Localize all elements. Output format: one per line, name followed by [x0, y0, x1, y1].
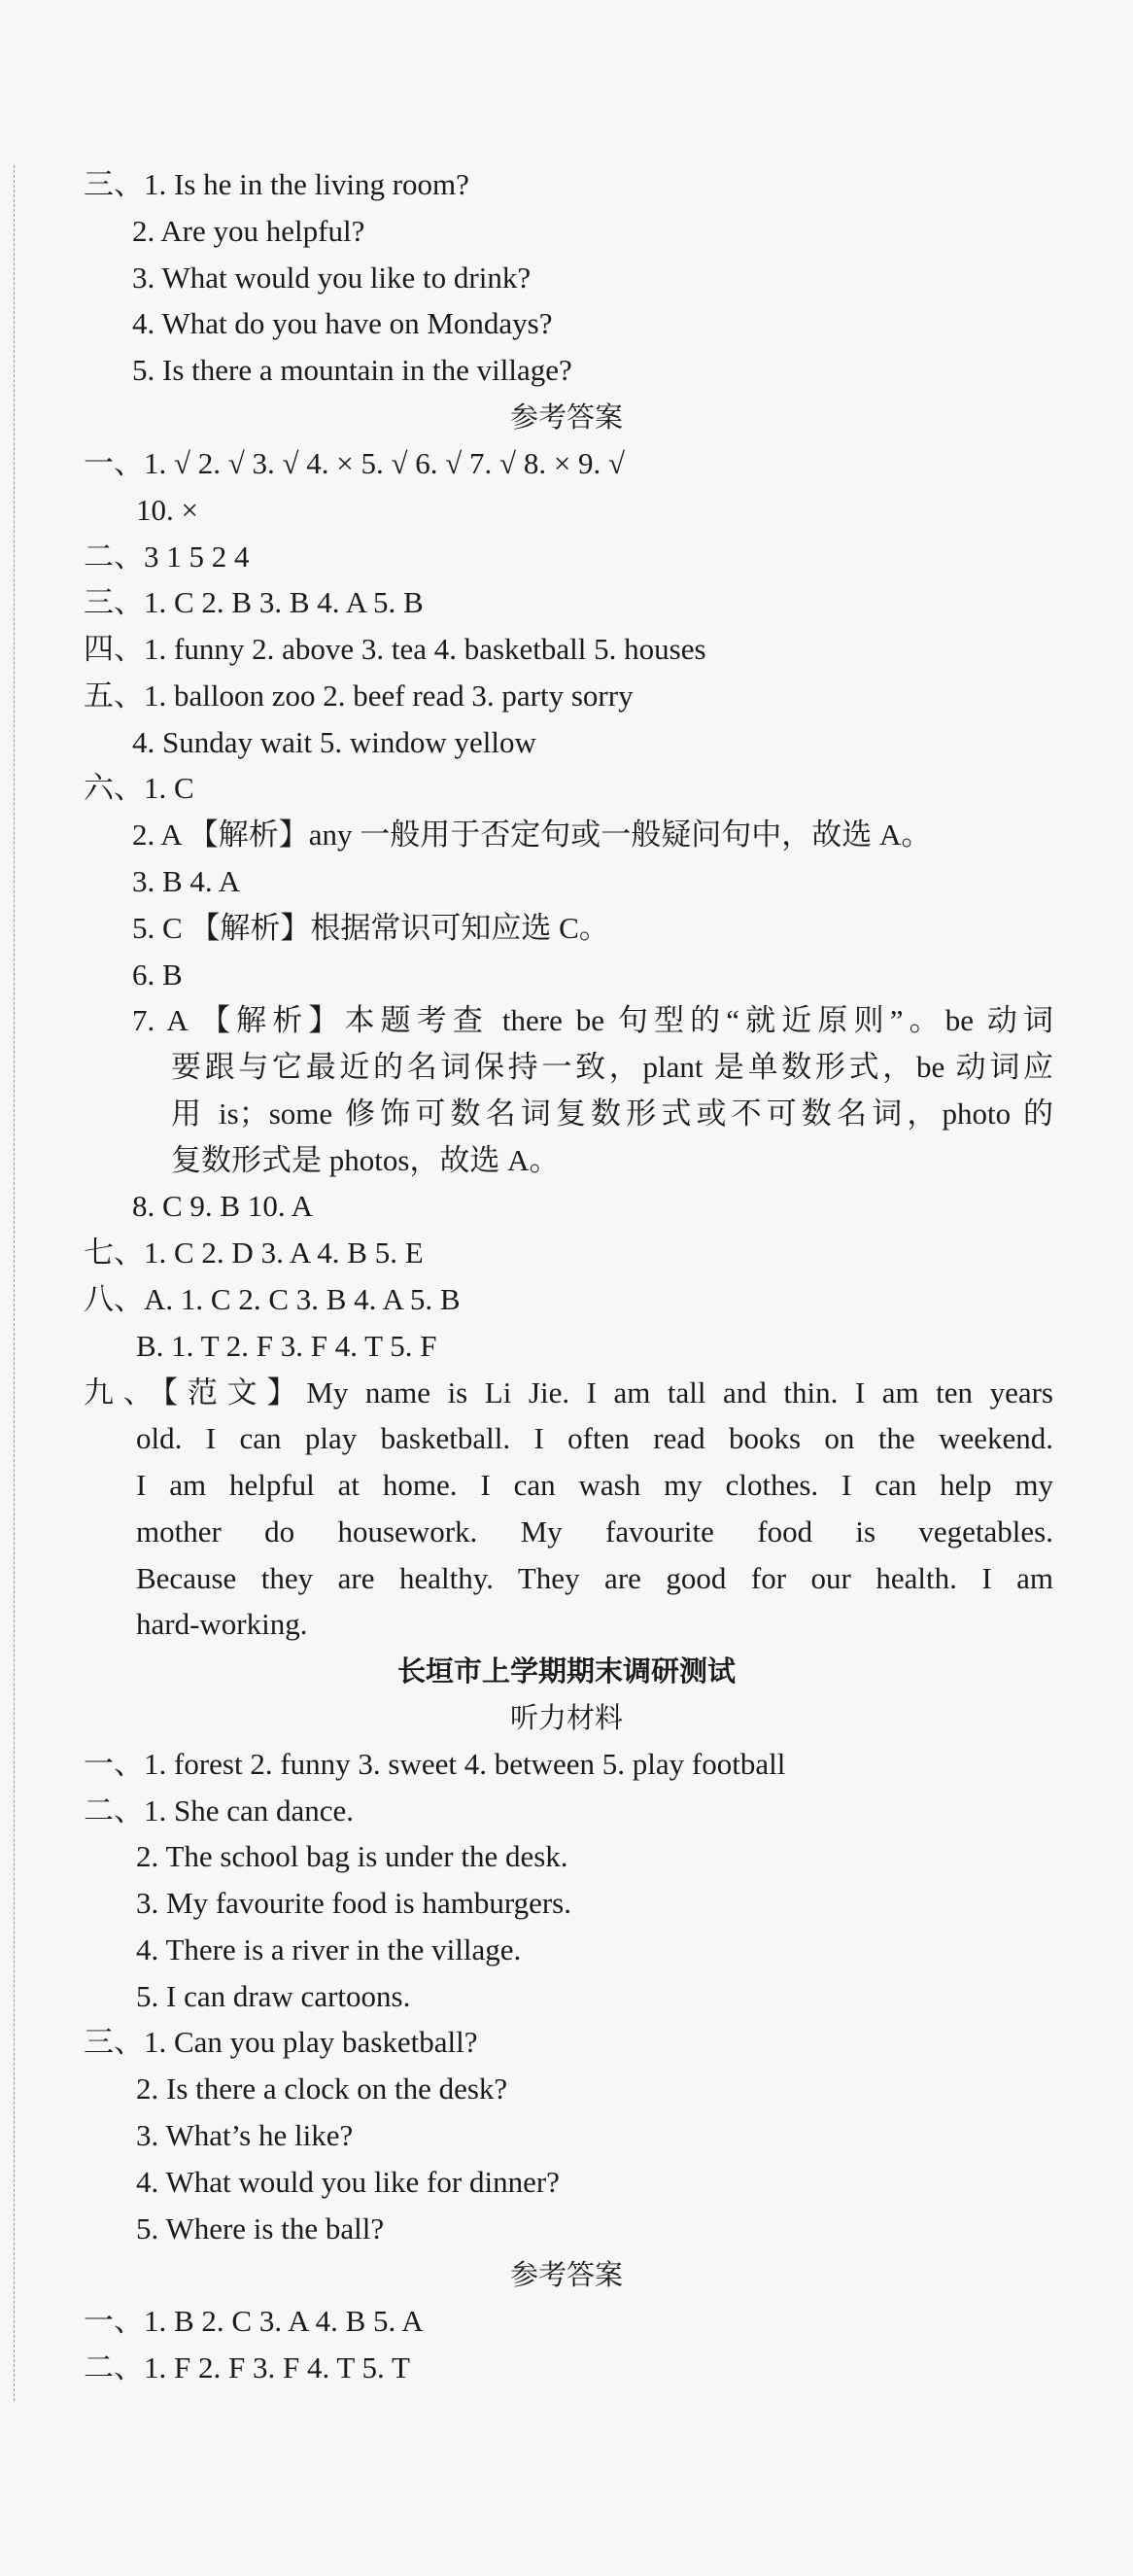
essay-line: old. I can play basketball. I often read books on the weekend.: [136, 1421, 1053, 1455]
text-line: 2. A 【解析】any 一般用于否定句或一般疑问句中，故选 A。: [132, 818, 932, 852]
text-line: 5. C 【解析】根据常识可知应选 C。: [132, 911, 609, 945]
essay-line: I am helpful at home. I can wash my clothes. I can help my: [136, 1468, 1053, 1502]
text-line: 5. I can draw cartoons.: [136, 1979, 411, 2013]
text-line: 八、A. 1. C 2. C 3. B 4. A 5. B: [84, 1282, 461, 1316]
margin-rule: [14, 165, 15, 2401]
text-line: 4. What would you like for dinner?: [136, 2165, 560, 2199]
text-line: 4. Sunday wait 5. window yellow: [132, 725, 536, 759]
text-line: 8. C 9. B 10. A: [132, 1189, 314, 1223]
text-line: 4. There is a river in the village.: [136, 1932, 522, 1967]
text-line: 三、1. Can you play basketball?: [84, 2025, 478, 2059]
text-line: 用 is；some 修饰可数名词复数形式或不可数名词，photo 的: [171, 1097, 1053, 1131]
text-line: 10. ×: [136, 493, 198, 527]
text-line: 2. Are you helpful?: [132, 214, 365, 248]
text-line: 五、1. balloon zoo 2. beef read 3. party sorry: [84, 679, 634, 713]
text-line: 2. Is there a clock on the desk?: [136, 2071, 508, 2106]
text-line: 二、3 1 5 2 4: [84, 540, 250, 574]
text-line: 4. What do you have on Mondays?: [132, 306, 553, 340]
text-line: 二、1. She can dance.: [84, 1793, 355, 1828]
text-line: 六、1. C: [84, 771, 194, 805]
text-line: 一、1. B 2. C 3. A 4. B 5. A: [84, 2304, 424, 2338]
text-line: 6. B: [132, 957, 183, 992]
answers-heading: 参考答案: [509, 400, 623, 434]
essay-line: mother do housework. My favourite food is vegetables.: [136, 1514, 1053, 1549]
text-line: 二、1. F 2. F 3. F 4. T 5. T: [84, 2350, 410, 2385]
text-line: 3. B 4. A: [132, 864, 241, 898]
text-line: 七、1. C 2. D 3. A 4. B 5. E: [84, 1236, 424, 1270]
exam-title: 长垣市上学期期末调研测试: [396, 1654, 736, 1688]
essay-line: hard-working.: [136, 1607, 308, 1641]
text-line: 一、1. √ 2. √ 3. √ 4. × 5. √ 6. √ 7. √ 8. × 9. √: [84, 446, 626, 480]
text-line: 要跟与它最近的名词保持一致，plant 是单数形式，be 动词应: [171, 1050, 1053, 1084]
text-line: 3. What’s he like?: [136, 2118, 354, 2152]
listening-heading: 听力材料: [509, 1701, 623, 1734]
text-line: 三、1. Is he in the living room?: [84, 167, 469, 201]
text-line: 三、1. C 2. B 3. B 4. A 5. B: [84, 585, 424, 619]
text-line: 四、1. funny 2. above 3. tea 4. basketball 5. houses: [84, 632, 706, 666]
text-line: 3. My favourite food is hamburgers.: [136, 1886, 571, 1920]
text-line: 7. A 【解析】本题考查 there be 句型的“就近原则”。be 动词: [132, 1003, 1053, 1037]
essay-line: Because they are healthy. They are good for our health. I am: [136, 1561, 1053, 1595]
text-line: 复数形式是 photos，故选 A。: [171, 1143, 560, 1177]
essay-line: 九、【范文】My name is Li Jie. I am tall and thin. I am ten years: [84, 1375, 1053, 1410]
text-line: 5. Is there a mountain in the village?: [132, 353, 572, 387]
answers-heading: 参考答案: [509, 2258, 623, 2291]
text-line: 3. What would you like to drink?: [132, 261, 532, 295]
text-line: 5. Where is the ball?: [136, 2211, 385, 2245]
text-line: B. 1. T 2. F 3. F 4. T 5. F: [136, 1329, 437, 1363]
text-line: 2. The school bag is under the desk.: [136, 1839, 568, 1873]
text-line: 一、1. forest 2. funny 3. sweet 4. between 5. play football: [84, 1747, 786, 1781]
